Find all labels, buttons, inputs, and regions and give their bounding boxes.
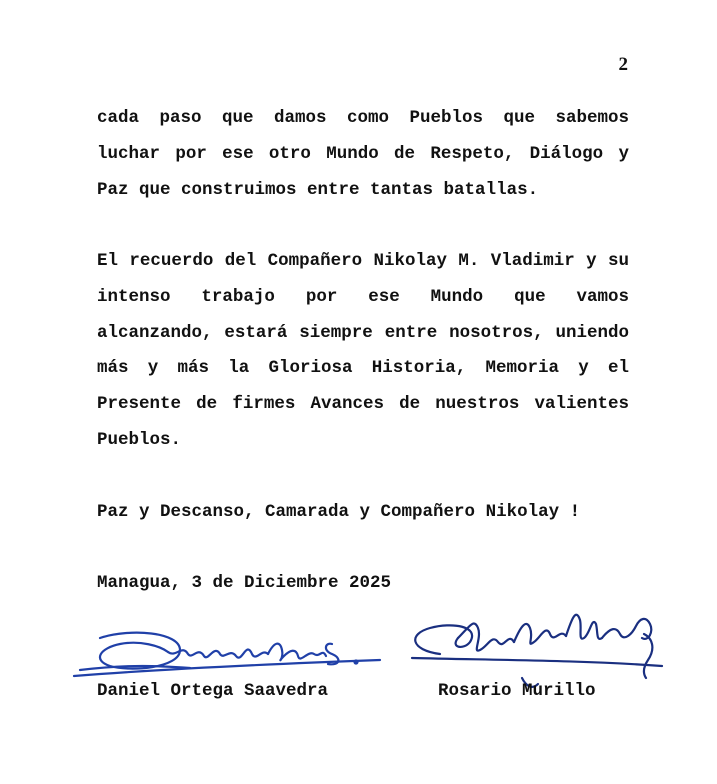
paragraph-closing-1: cada paso que damos como Pueblos que sabemos luchar por ese otro Mundo de Respeto, Diálogo y Paz que construimos entre tantas batallas. bbox=[97, 108, 629, 200]
place-and-date: Managua, 3 de Diciembre 2025 bbox=[97, 573, 392, 593]
page-number: 2 bbox=[618, 54, 628, 75]
paragraph-closing-2: El recuerdo del Compañero Nikolay M. Vladimir y su intenso trabajo por ese Mundo que vamos alcanzando, estará siempre entre nosotros, uniendo más y más la Gloriosa Historia, Memoria y el Presente de firmes Avances de nuestros valientes Pueblos. bbox=[97, 251, 629, 450]
signature-daniel-ortega bbox=[70, 620, 390, 682]
signer-name-2: Rosario Murillo bbox=[438, 681, 596, 701]
signer-name-1: Daniel Ortega Saavedra bbox=[97, 681, 329, 701]
paragraph-farewell: Paz y Descanso, Camarada y Compañero Nikolay ! bbox=[97, 502, 581, 522]
